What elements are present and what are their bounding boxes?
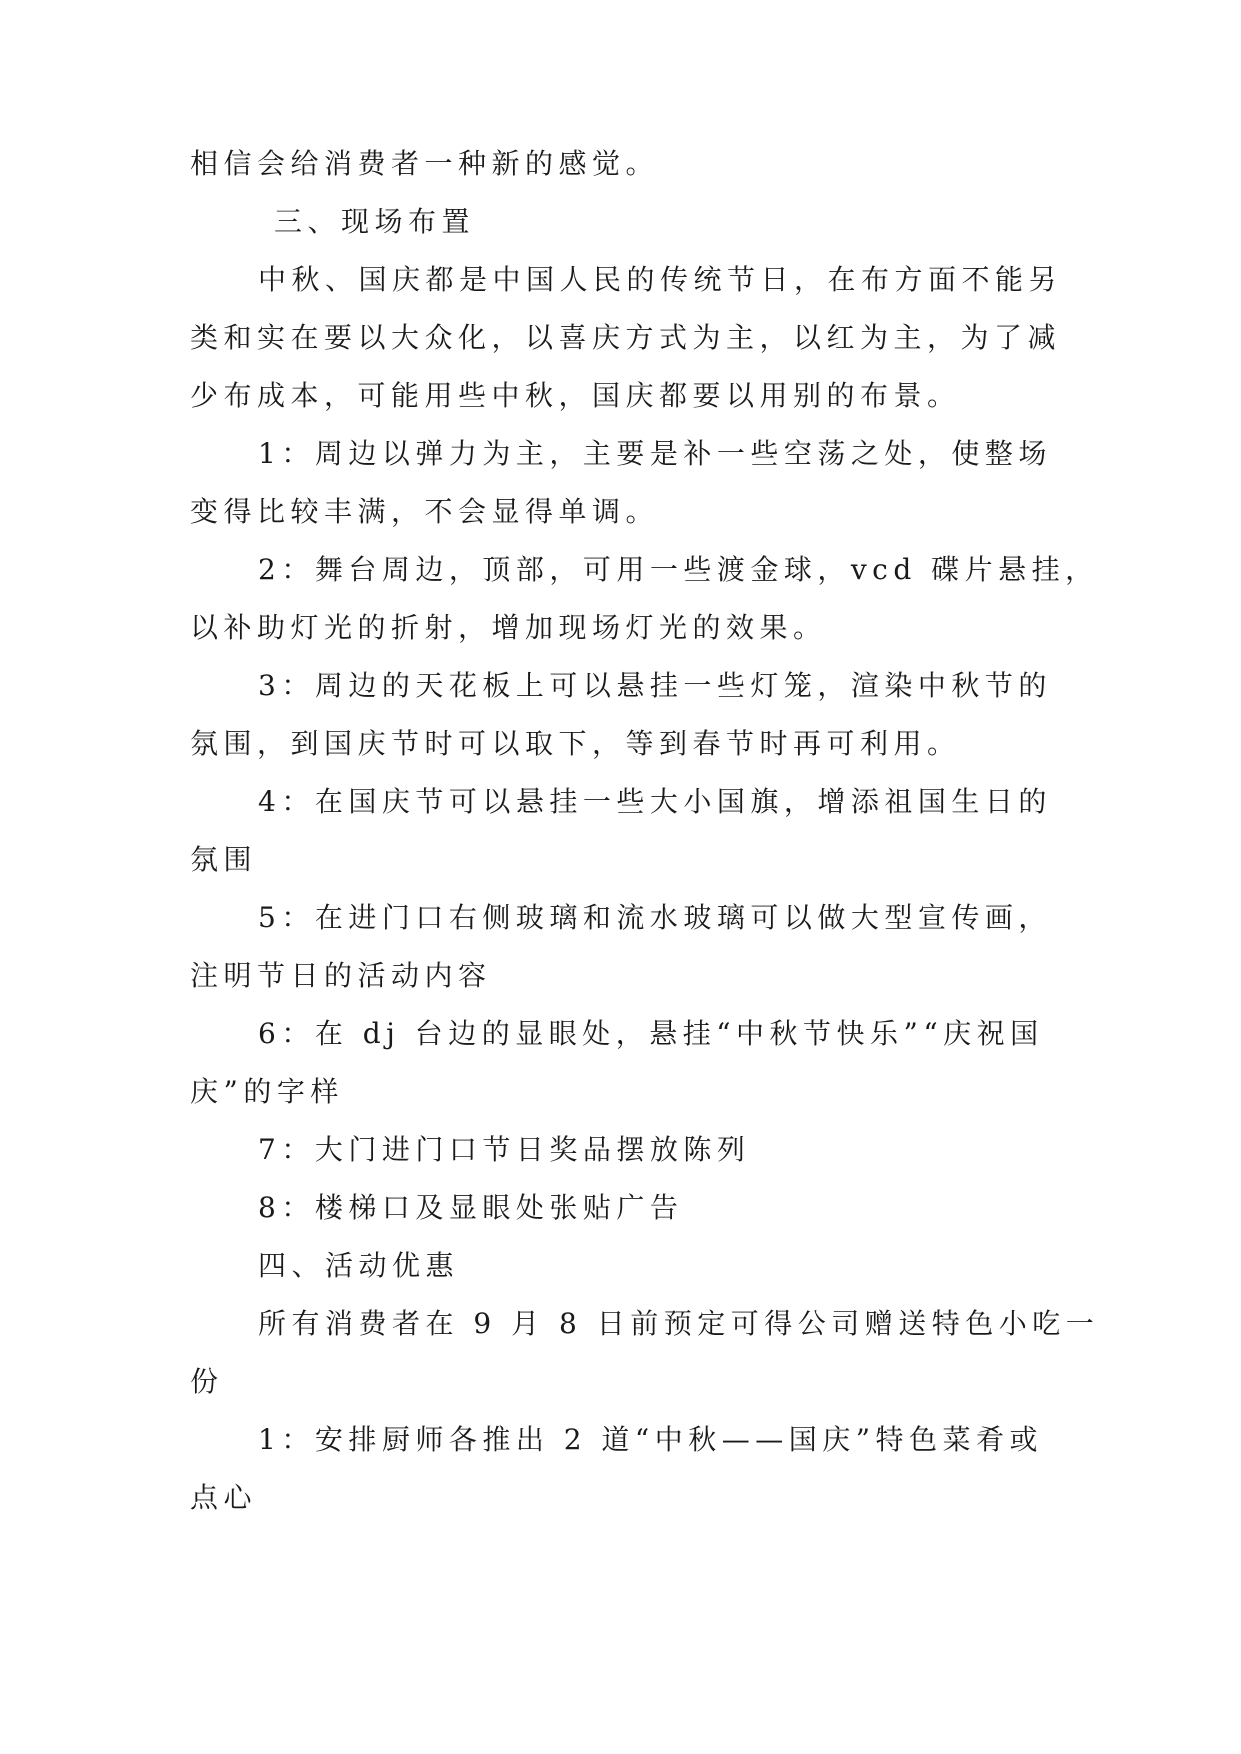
text-line-10: 3：周边的天花板上可以悬挂一些灯笼，渲染中秋节的 (258, 669, 1052, 702)
text-line-5: 少布成本，可能用些中秋，国庆都要以用别的布景。 (190, 379, 961, 412)
text-line-19: 8：楼梯口及显眼处张贴广告 (258, 1191, 684, 1224)
text-line-21: 所有消费者在 9 月 8 日前预定可得公司赠送特色小吃一 (258, 1307, 1100, 1340)
text-line-23: 1：安排厨师各推出 2 道“中秋——国庆”特色菜肴或 (258, 1423, 1044, 1456)
section-heading-3: 三、现场布置 (274, 205, 476, 238)
text-line-11: 氛围，到国庆节时可以取下，等到春节时再可利用。 (190, 727, 961, 760)
text-line-14: 5：在进门口右侧玻璃和流水玻璃可以做大型宣传画， (258, 901, 1052, 934)
text-line-8: 2：舞台周边，顶部，可用一些渡金球，vcd 碟片悬挂， (258, 553, 1099, 586)
text-line-22: 份 (190, 1365, 224, 1398)
text-line-4: 类和实在要以大众化，以喜庆方式为主，以红为主，为了减 (190, 321, 1062, 354)
text-line-24: 点心 (190, 1481, 258, 1514)
text-line-1: 相信会给消费者一种新的感觉。 (190, 147, 660, 180)
text-line-12: 4：在国庆节可以悬挂一些大小国旗，增添祖国生日的 (258, 785, 1052, 818)
text-line-6: 1：周边以弹力为主，主要是补一些空荡之处，使整场 (258, 437, 1052, 470)
section-heading-4: 四、活动优惠 (258, 1249, 460, 1282)
text-line-3: 中秋、国庆都是中国人民的传统节日，在布方面不能另 (258, 263, 1063, 296)
text-line-17: 庆”的字样 (190, 1075, 344, 1108)
text-line-7: 变得比较丰满，不会显得单调。 (190, 495, 660, 528)
text-line-18: 7：大门进门口节日奖品摆放陈列 (258, 1133, 751, 1166)
text-line-9: 以补助灯光的折射，增加现场灯光的效果。 (190, 611, 827, 644)
text-line-15: 注明节日的活动内容 (190, 959, 492, 992)
text-line-16: 6：在 dj 台边的显眼处，悬挂“中秋节快乐”“庆祝国 (258, 1017, 1044, 1050)
text-line-13: 氛围 (190, 843, 258, 876)
